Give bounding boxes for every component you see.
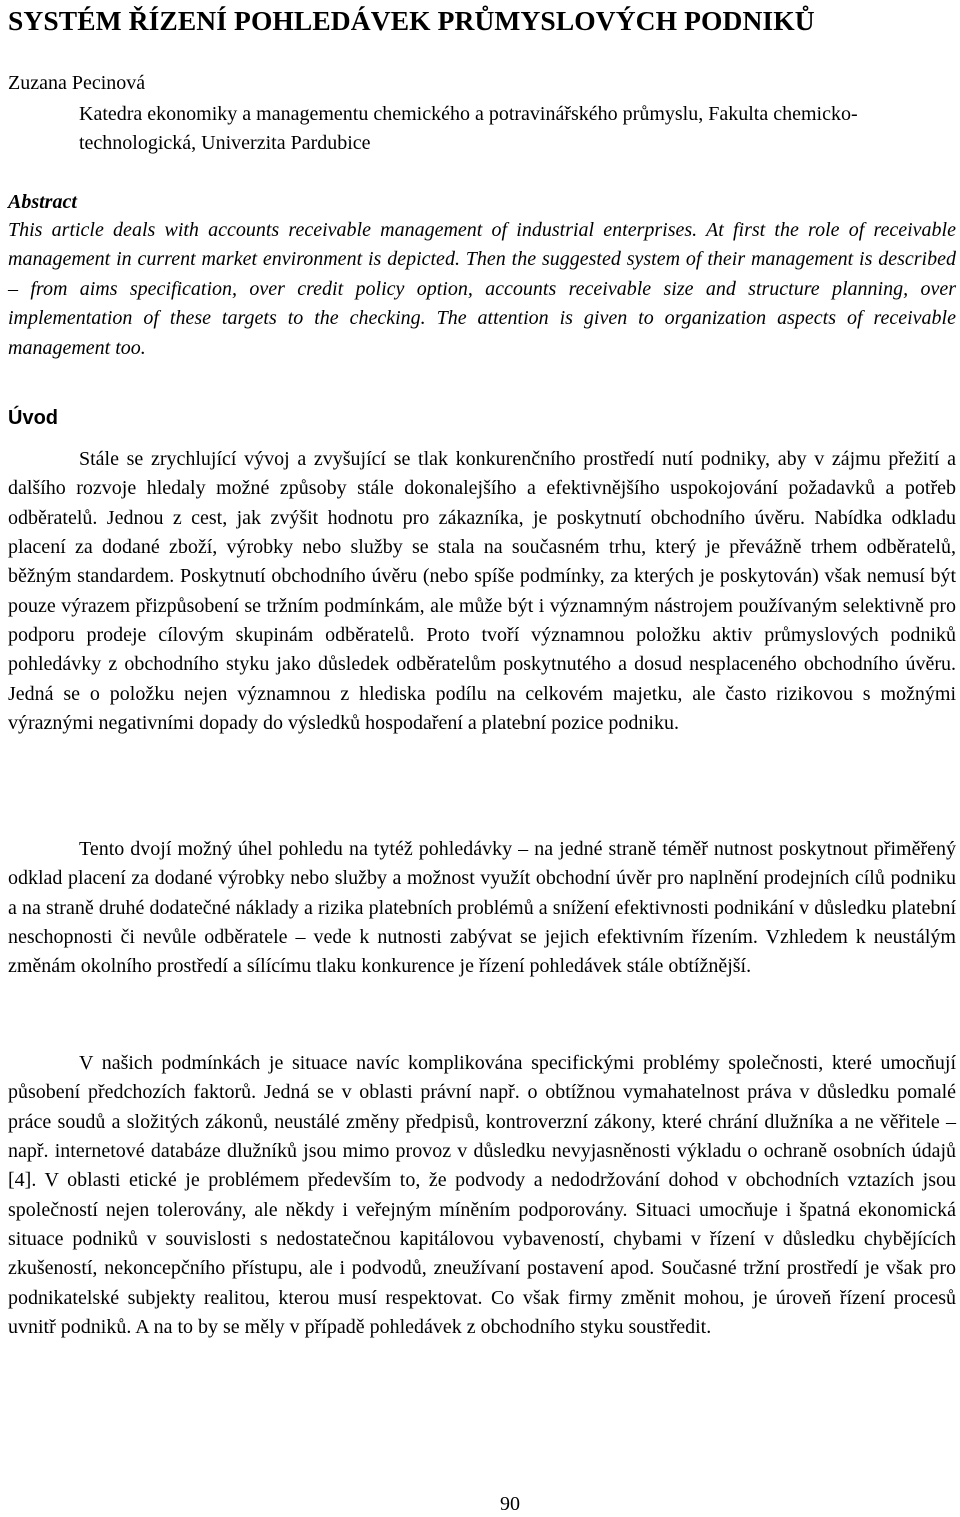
author-affiliation: Katedra ekonomiky a managementu chemického a potravinářského průmyslu, Fakulta chemicko- technologická, Univerzita Pardubice bbox=[79, 103, 858, 154]
body-paragraph: Tento dvojí možný úhel pohledu na tytéž pohledávky – na jedné straně téměř nutnost poskytnout přiměřený odklad placení za dodané výrobky nebo služby a možnost využít obchodní úvěr pro naplnění prodejních cílů podniku a na straně druhé dodatečné náklady a rizika platebních problémů a snížení efektivnosti podnikání v důsledku platební neschopnosti či nevůle odběratele – vede k nutnosti zabývat se jejich efektivním řízením. Vzhledem k neustálým změnám okolního prostředí a sílícímu tlaku konkurence je řízení pohledávek stále obtížnější. bbox=[8, 838, 956, 978]
abstract-text: This article deals with accounts receivable management of industrial enterprises. At first the role of receivable management in current market environment is depicted. Then the suggested system of their management is described – from aims specification, over credit policy option, accounts receivable size and structure planning, over implementation of these targets to the checking. The attention is given to organization aspects of receivable management too. bbox=[8, 219, 956, 359]
body-paragraph: Stále se zrychlující vývoj a zvyšující se tlak konkurenčního prostředí nutí podniky, aby v zájmu přežití a dalšího rozvoje hledaly možné způsoby stále dokonalejšího a efektivnějšího uspokojování požadavků a potřeb odběratelů. Jednou z cest, jak zvýšit hodnotu pro zákazníka, je poskytnutí obchodního úvěru. Nabídka odkladu placení za dodané zboží, výrobky nebo služby se stala na současném trhu, který je převážně trhem odběratelů, běžným standardem. Poskytnutí obchodního úvěru (nebo spíše podmínky, za kterých je poskytován) však nemusí být pouze výrazem přizpůsobení se tržním podmínkám, ale může být i významným nástrojem používaným selektivně pro podporu prodeje cílovým skupinám odběratelů. Proto tvoří významnou položku aktiv průmyslových podniků pohledávky z obchodního styku jako důsledek odběratelům poskytnutého a dosud nesplaceného obchodního úvěru. Jedná se o položku nejen významnou z hlediska podílu na celkovém majetku, ale často rizikovou s možnými výraznými negativními dopady do výsledků hospodaření a platební pozice podniku. bbox=[8, 448, 956, 735]
page-number: 90 bbox=[500, 1493, 520, 1515]
section-heading-intro: Úvod bbox=[8, 407, 58, 429]
abstract-heading: Abstract bbox=[8, 191, 77, 213]
author-name: Zuzana Pecinová bbox=[8, 72, 146, 94]
body-paragraph: V našich podmínkách je situace navíc komplikována specifickými problémy společnosti, které umocňují působení předchozích faktorů. Jedná se v oblasti právní např. o obtížnou vymahatelnost práva v důsledku pomalé práce soudů a složitých zákonů, neustálé změny předpisů, kontroverzní zákony, které chrání dlužníka a ne věřitele – např. internetové databáze dlužníků jsou mimo provoz v důsledku nevyjasněnosti výkladu o ochraně osobních údajů [4]. V oblasti etické je problémem především to, že podvody a nedodržování dohod v obchodních vztazích jsou společností nejen tolerovány, ale někdy i veřejným míněním podporovány. Situaci umocňuje i špatná ekonomická situace podniků v souvislosti s nedostatečnou kapitálovou vybaveností, chybami v řízení v důsledku chybějících zkušeností, nekoncepčního přístupu, ale i podvodů, zneužívaní postavení apod. Současné tržní prostředí je však pro podnikatelské subjekty realitou, kterou musí respektovat. Co však firmy změnit mohou, je úroveň řízení procesů uvnitř podniků. A na to by se měly v případě pohledávek z obchodního styku soustředit. bbox=[8, 1052, 956, 1339]
paper-title: SYSTÉM ŘÍZENÍ POHLEDÁVEK PRŮMYSLOVÝCH PODNIKŮ bbox=[8, 5, 815, 36]
